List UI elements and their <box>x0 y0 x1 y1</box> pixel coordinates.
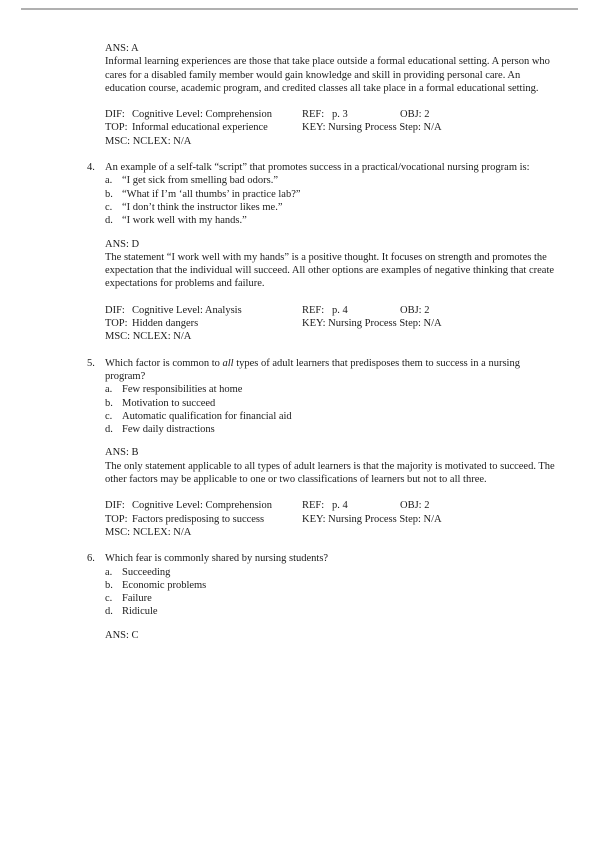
dif-value: Cognitive Level: Comprehension <box>132 500 272 512</box>
option-text: Few responsibilities at home <box>122 384 243 396</box>
rationale-text: The only statement applicable to all types of adult learners is that the majority is motivated to succeed. The other factors may be applicable to one or two classifications of learners but not to all three. <box>105 460 555 486</box>
answer-label: ANS: A <box>105 43 139 54</box>
msc-value: MSC: NCLEX: N/A <box>105 331 192 343</box>
question-stem: Which fear is commonly shared by nursing students? <box>105 553 329 565</box>
meta-row <box>105 135 575 148</box>
option-row <box>105 174 600 187</box>
question-stem <box>105 357 545 384</box>
option-text: Motivation to succeed <box>122 397 216 409</box>
meta-row <box>105 526 575 539</box>
ref-value: p. 3 <box>332 109 348 121</box>
answer-block-q4 <box>105 238 560 291</box>
option-letter: c. <box>105 410 113 422</box>
meta-block-q5 <box>105 499 575 539</box>
ref-label: REF: <box>302 304 325 316</box>
key-value: KEY: Nursing Process Step: N/A <box>302 513 442 525</box>
option-row <box>105 592 600 605</box>
option-letter: a. <box>105 566 113 578</box>
meta-row <box>105 108 575 121</box>
dif-value: Cognitive Level: Comprehension <box>132 109 272 121</box>
meta-block-q3 <box>105 108 575 148</box>
meta-row <box>105 317 575 330</box>
dif-label: DIF: <box>105 109 125 121</box>
option-letter: a. <box>105 384 113 396</box>
ref-value: p. 4 <box>332 500 348 512</box>
answer-block-q6 <box>105 629 560 642</box>
obj-value: OBJ: 2 <box>400 304 430 316</box>
question-number: 5. <box>87 357 95 369</box>
stem-pre: Which factor is common to <box>105 357 223 369</box>
key-value: KEY: Nursing Process Step: N/A <box>302 122 442 134</box>
answer-label: ANS: C <box>105 629 139 641</box>
question-stem-row <box>87 357 600 384</box>
option-row <box>105 201 600 214</box>
msc-value: MSC: NCLEX: N/A <box>105 135 192 147</box>
option-text: Automatic qualification for financial aid <box>122 410 292 422</box>
option-letter: b. <box>105 188 113 200</box>
top-value: Informal educational experience <box>132 122 268 134</box>
question-stem: An example of a self-talk “script” that promotes success in a practical/vocational nursing program is: <box>105 162 530 174</box>
meta-row <box>105 304 575 317</box>
meta-block-q4 <box>105 304 575 344</box>
option-letter: d. <box>105 215 113 227</box>
page-top-divider <box>21 8 578 10</box>
option-letter: c. <box>105 593 113 605</box>
key-value: KEY: Nursing Process Step: N/A <box>302 318 442 330</box>
option-text: “I work well with my hands.” <box>122 215 247 227</box>
ref-label: REF: <box>302 500 325 512</box>
top-value: Factors predisposing to success <box>132 513 265 525</box>
top-value: Hidden dangers <box>132 318 199 330</box>
stem-italic: all <box>222 357 234 369</box>
option-text: Failure <box>122 593 152 605</box>
msc-value: MSC: NCLEX: N/A <box>105 526 192 538</box>
option-row <box>105 410 600 423</box>
option-row <box>105 397 600 410</box>
option-text: Succeeding <box>122 566 171 578</box>
option-row <box>105 383 600 396</box>
top-label: TOP: <box>105 122 128 134</box>
question-stem-row <box>87 161 600 174</box>
rationale-text: The statement “I work well with my hands” is a positive thought. It focuses on strength and promotes the expectation that the individual will succeed. All other options are examples of negative thinking that create expectations for problems and failure. <box>105 251 555 290</box>
meta-row <box>105 513 575 526</box>
option-letter: d. <box>105 424 113 436</box>
option-text: Few daily distractions <box>122 424 215 436</box>
meta-row <box>105 330 575 343</box>
option-letter: d. <box>105 606 113 618</box>
option-row <box>105 605 600 618</box>
stem-post: types of adult learners that predisposes them to success in a nursing program? <box>105 357 520 382</box>
question-number: 6. <box>87 553 95 565</box>
option-row <box>105 566 600 579</box>
answer-block-q5 <box>105 446 560 486</box>
option-row <box>105 188 600 201</box>
meta-row <box>105 499 575 512</box>
option-text: “I get sick from smelling bad odors.” <box>122 175 279 187</box>
option-row <box>105 214 600 227</box>
dif-value: Cognitive Level: Analysis <box>132 304 242 316</box>
answer-label: ANS: D <box>105 238 140 250</box>
option-row <box>105 423 600 436</box>
meta-row <box>105 121 575 134</box>
option-text: “What if I’m ‘all thumbs’ in practice lab?” <box>122 188 301 200</box>
ref-label: REF: <box>302 109 325 121</box>
option-text: “I don’t think the instructor likes me.” <box>122 201 283 213</box>
option-text: Ridicule <box>122 606 158 618</box>
option-letter: c. <box>105 201 113 213</box>
top-label: TOP: <box>105 318 128 330</box>
option-letter: b. <box>105 579 113 591</box>
option-row <box>105 579 600 592</box>
question-6 <box>87 552 600 618</box>
obj-value: OBJ: 2 <box>400 109 430 121</box>
option-letter: a. <box>105 175 113 187</box>
option-text: Economic problems <box>122 579 207 591</box>
question-4 <box>87 161 600 227</box>
dif-label: DIF: <box>105 304 125 316</box>
question-stem-row <box>87 552 600 565</box>
answer-label: ANS: B <box>105 447 139 459</box>
obj-value: OBJ: 2 <box>400 500 430 512</box>
top-label: TOP: <box>105 513 128 525</box>
option-letter: b. <box>105 397 113 409</box>
dif-label: DIF: <box>105 500 125 512</box>
ref-value: p. 4 <box>332 304 348 316</box>
answer-block-q3 <box>105 42 560 95</box>
question-number: 4. <box>87 162 95 174</box>
rationale-text: Informal learning experiences are those that take place outside a formal educational setting. A person who cares for a disabled family member would gain knowledge and skill in providing personal care. An education course, academic program, and credited classes all take place in a formal educational setting. <box>105 56 550 94</box>
question-5 <box>87 357 600 437</box>
